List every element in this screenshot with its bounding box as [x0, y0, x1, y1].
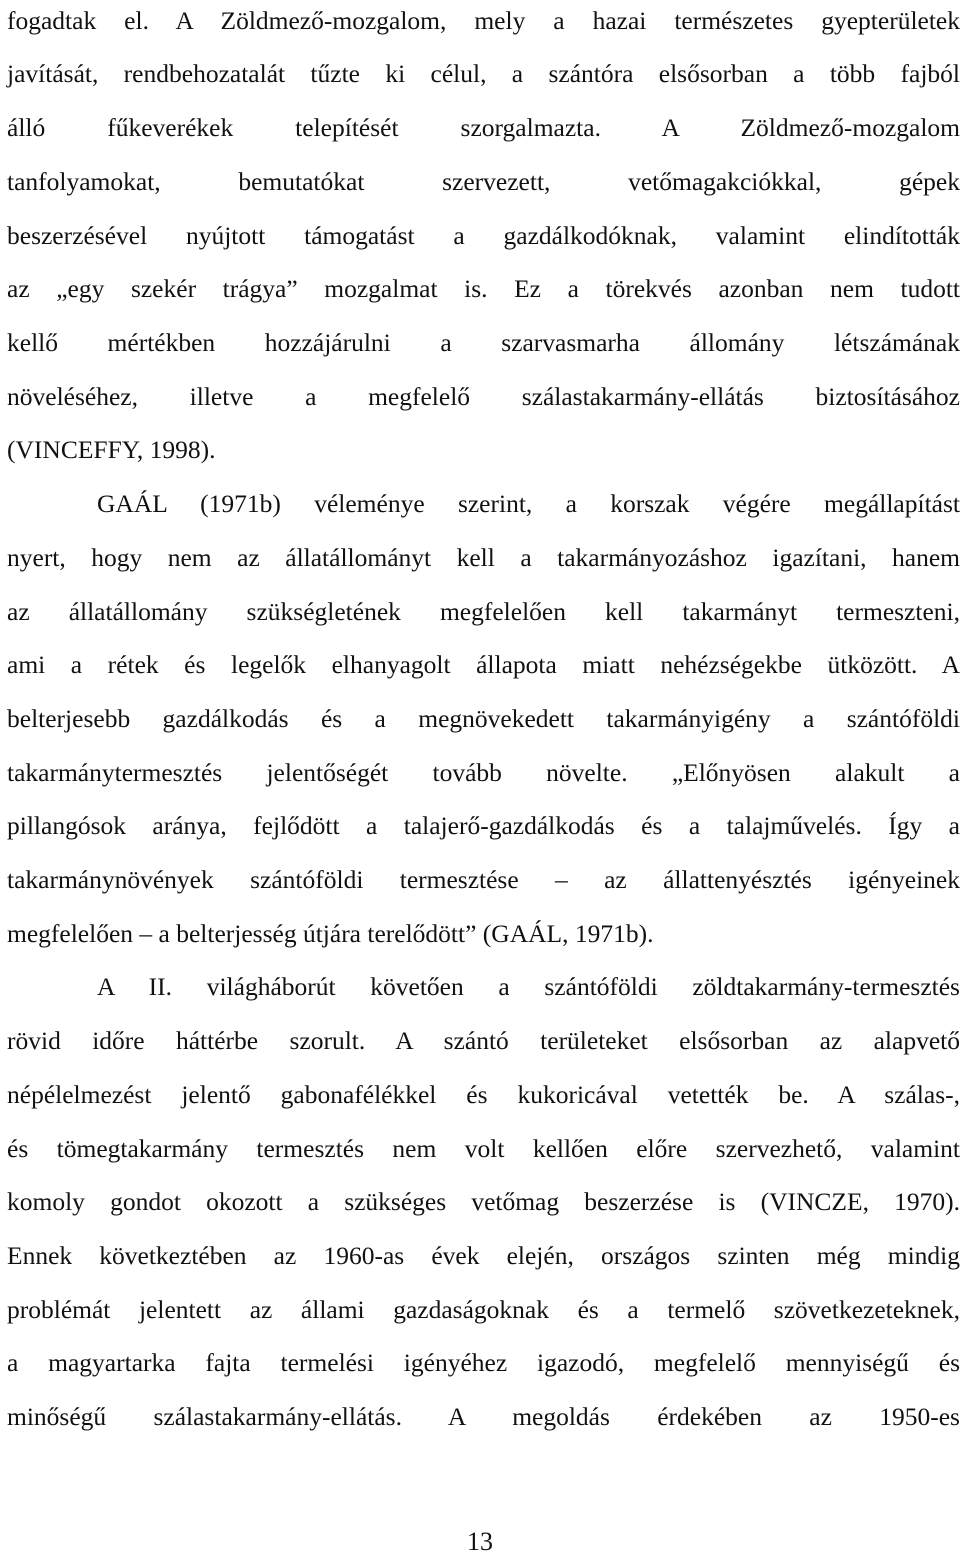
text-line: problémát jelentett az állami gazdaságoknak és a termelő szövetkezeteknek, — [7, 1295, 960, 1324]
text-line: rövid időre háttérbe szorult. A szántó területeket elsősorban az alapvető — [7, 1026, 960, 1055]
text-line: az „egy szekér trágya” mozgalmat is. Ez a törekvés azonban nem tudott — [7, 274, 960, 303]
text-line: és tömegtakarmány termesztés nem volt kellően előre szervezhető, valamint — [7, 1134, 960, 1163]
text-line: belterjesebb gazdálkodás és a megnövekedett takarmányigény a szántóföldi — [7, 704, 960, 733]
text-line: az állatállomány szükségletének megfelelően kell takarmányt termeszteni, — [7, 597, 960, 626]
paragraph-first-line: A II. világháborút követően a szántóföldi zöldtakarmány-termesztés — [97, 972, 960, 1001]
paragraph-first-line: GAÁL (1971b) véleménye szerint, a korszak végére megállapítást — [97, 489, 960, 518]
text-line: nyert, hogy nem az állatállományt kell a takarmányozáshoz igazítani, hanem — [7, 543, 960, 572]
text-line: komoly gondot okozott a szükséges vetőmag beszerzése is (VINCZE, 1970). — [7, 1187, 960, 1216]
text-line: tanfolyamokat, bemutatókat szervezett, vetőmagakciókkal, gépek — [7, 167, 960, 196]
text-line: kellő mértékben hozzájárulni a szarvasmarha állomány létszámának — [7, 328, 960, 357]
text-line: takarmánytermesztés jelentőségét tovább növelte. „Előnyösen alakult a — [7, 758, 960, 787]
page-number: 13 — [467, 1527, 493, 1556]
text-line: minőségű szálastakarmány-ellátás. A megoldás érdekében az 1950-es — [7, 1402, 960, 1431]
text-line: a magyartarka fajta termelési igényéhez igazodó, megfelelő mennyiségű és — [7, 1348, 960, 1377]
text-line: ami a rétek és legelők elhanyagolt állapota miatt nehézségekbe ütközött. A — [7, 650, 960, 679]
text-line: megfelelően – a belterjesség útjára terelődött” (GAÁL, 1971b). — [7, 919, 654, 948]
text-line: fogadtak el. A Zöldmező-mozgalom, mely a hazai természetes gyepterületek — [7, 6, 960, 35]
text-line: (VINCEFFY, 1998). — [7, 435, 216, 464]
text-line: pillangósok aránya, fejlődött a talajerő-gazdálkodás és a talajművelés. Így a — [7, 811, 960, 840]
text-line: Ennek következtében az 1960-as évek elején, országos szinten még mindig — [7, 1241, 960, 1270]
text-line: javítását, rendbehozatalát tűzte ki célul, a szántóra elsősorban a több fajból — [7, 59, 960, 88]
text-line: növeléséhez, illetve a megfelelő szálastakarmány-ellátás biztosításához — [7, 382, 960, 411]
text-line: takarmánynövények szántóföldi termesztése – az állattenyésztés igényeinek — [7, 865, 960, 894]
text-line: népélelmezést jelentő gabonafélékkel és kukoricával vetették be. A szálas-, — [7, 1080, 960, 1109]
text-line: álló fűkeverékek telepítését szorgalmazta. A Zöldmező-mozgalom — [7, 113, 960, 142]
text-line: beszerzésével nyújtott támogatást a gazdálkodóknak, valamint elindították — [7, 221, 960, 250]
